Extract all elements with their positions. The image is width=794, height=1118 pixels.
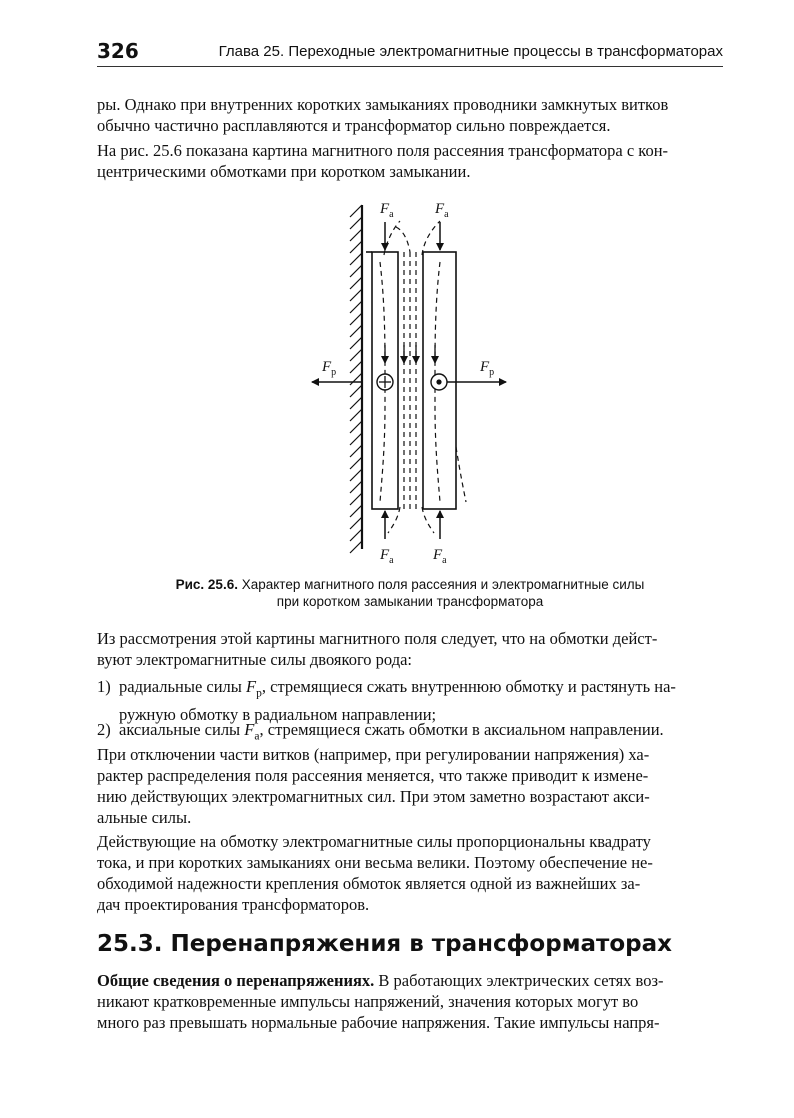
- text-line: нию действующих электромагнитных сил. При этом заметно возрастают акси-: [97, 787, 650, 806]
- core-wall: [350, 205, 362, 553]
- paragraph-forces-intro: [97, 628, 723, 670]
- running-head: Глава 25. Переходные электромагнитные процессы в трансформаторах: [218, 43, 723, 60]
- text-line: обычно частично расплавляются и трансформатор сильно повреждается.: [97, 116, 611, 135]
- axial-force-label: $F_а$: [380, 547, 394, 565]
- force-subscript: р: [256, 687, 262, 700]
- text-line: При отключении части витков (например, при регулировании напряжения) ха-: [97, 745, 650, 764]
- caption-text: при коротком замыкании трансформатора: [276, 594, 544, 609]
- text-line: тока, и при коротких замыканиях они весьма велики. Поэтому обеспечение не-: [97, 853, 653, 872]
- list-item: [97, 676, 723, 725]
- text-line: дач проектирования трансформаторов.: [97, 895, 370, 914]
- force-symbol: F: [246, 677, 257, 696]
- axial-force-label: $F_а$: [433, 547, 447, 565]
- list-number: 1): [97, 677, 111, 696]
- text-run: В работающих электрических сетях воз-: [374, 971, 664, 990]
- current-into-page-icon: [377, 374, 393, 390]
- text-line: обходимой надежности крепления обмоток является одной из важнейших за-: [97, 874, 641, 893]
- text-line: рактер распределения поля рассеяния меняется, что также приводит к измене-: [97, 766, 649, 785]
- axial-force-label: $F_а$: [380, 201, 394, 220]
- force-symbol: F: [244, 720, 255, 739]
- run-in-heading: Общие сведения о перенапряжениях.: [97, 971, 375, 990]
- text-line: На рис. 25.6 показана картина магнитного поля рассеяния трансформатора с кон-: [97, 141, 669, 160]
- paragraph-overvoltage-intro: [97, 970, 723, 1033]
- list-text: аксиальные силы: [119, 720, 245, 739]
- axial-force-label: $F_а$: [435, 201, 449, 220]
- text-line: много раз превышать нормальные рабочие напряжения. Такие импульсы напря-: [97, 1013, 660, 1032]
- text-line: центрическими обмотками при коротком замыкании.: [97, 162, 471, 181]
- text-line: Действующие на обмотку электромагнитные силы пропорциональны квадрату: [97, 832, 651, 851]
- text-line: никают кратковременные импульсы напряжений, значения которых могут во: [97, 992, 639, 1011]
- paragraph-intro: [97, 94, 723, 136]
- list-text: , стремящиеся сжать обмотки в аксиальном направлении.: [259, 720, 664, 739]
- caption-text: Характер магнитного поля рассеяния и электромагнитные силы: [237, 577, 645, 592]
- list-text: радиальные силы: [119, 677, 246, 696]
- list-number: 2): [97, 720, 111, 739]
- text-line: альные силы.: [97, 808, 192, 827]
- radial-force-label: $F_р$: [322, 359, 337, 378]
- force-subscript: а: [254, 730, 260, 743]
- text-line: ры. Однако при внутренних коротких замыканиях проводники замкнутых витков: [97, 95, 669, 114]
- figure-caption: [97, 576, 723, 610]
- page-number: 326: [97, 39, 139, 63]
- list-text: , стремящиеся сжать внутреннюю обмотку и растянуть на-: [261, 677, 676, 696]
- current-out-of-page-icon: [431, 374, 447, 390]
- section-heading: 25.3. Перенапряжения в трансформаторах: [97, 931, 672, 957]
- list-text: ружную обмотку в радиальном направлении;: [119, 705, 437, 725]
- paragraph-figure-ref: [97, 140, 723, 182]
- page-header: [97, 40, 723, 67]
- radial-force-label: $F_р$: [480, 359, 495, 378]
- text-line: вуют электромагнитные силы двоякого рода:: [97, 650, 412, 669]
- caption-label: Рис. 25.6.: [175, 577, 238, 592]
- text-line: Из рассмотрения этой картины магнитного поля следует, что на обмотки дейст-: [97, 629, 658, 648]
- paragraph-force-magnitude: [97, 831, 723, 915]
- leakage-field-diagram: [300, 197, 520, 565]
- paragraph-tap-changing: [97, 744, 723, 828]
